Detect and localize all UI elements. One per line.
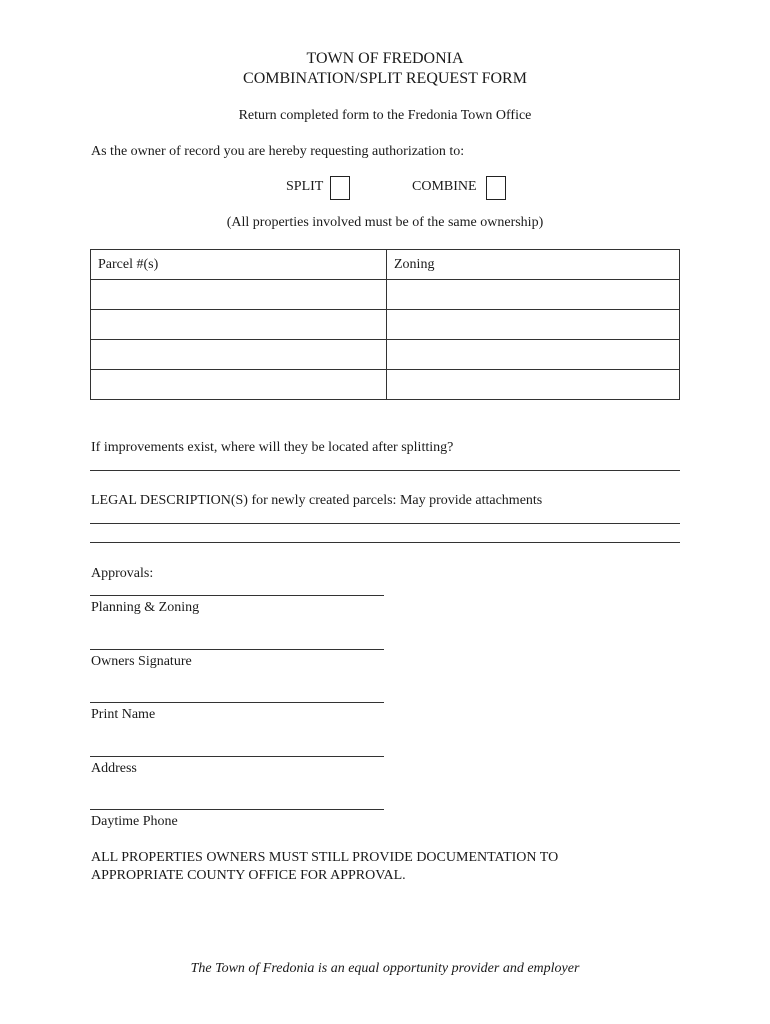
owners-signature-label: Owners Signature <box>91 654 192 669</box>
owners-signature-line[interactable] <box>90 649 384 650</box>
parcel-cell[interactable] <box>91 280 387 310</box>
notice-line2: APPROPRIATE COUNTY OFFICE FOR APPROVAL. <box>91 868 406 883</box>
planning-zoning-signature-line[interactable] <box>90 595 384 596</box>
legal-description-line-2[interactable] <box>90 542 680 543</box>
parcel-table <box>90 249 680 400</box>
zoning-cell[interactable] <box>387 340 680 370</box>
zoning-cell[interactable] <box>387 280 680 310</box>
legal-description-line-1[interactable] <box>90 523 680 524</box>
parcel-table-header-row <box>91 250 680 280</box>
table-row <box>91 280 680 310</box>
split-label: SPLIT <box>286 179 324 194</box>
form-title-line2: COMBINATION/SPLIT REQUEST FORM <box>243 70 527 87</box>
print-name-line[interactable] <box>90 702 384 703</box>
zoning-cell[interactable] <box>387 310 680 340</box>
improvements-question: If improvements exist, where will they be located after splitting? <box>91 440 454 455</box>
address-line[interactable] <box>90 756 384 757</box>
parcel-cell[interactable] <box>91 310 387 340</box>
daytime-phone-line[interactable] <box>90 809 384 810</box>
table-row <box>91 310 680 340</box>
parcel-cell[interactable] <box>91 340 387 370</box>
print-name-label: Print Name <box>91 707 156 722</box>
address-label: Address <box>91 761 137 776</box>
combine-checkbox[interactable] <box>486 176 506 200</box>
combine-label: COMBINE <box>412 179 477 194</box>
request-intro: As the owner of record you are hereby requesting authorization to: <box>91 144 465 159</box>
improvements-answer-line[interactable] <box>90 470 680 471</box>
daytime-phone-label: Daytime Phone <box>91 814 178 829</box>
table-row <box>91 370 680 400</box>
approvals-heading: Approvals: <box>91 566 154 581</box>
split-checkbox[interactable] <box>330 176 350 200</box>
form-title-line1: TOWN OF FREDONIA <box>306 50 464 67</box>
table-row <box>91 340 680 370</box>
planning-zoning-label: Planning & Zoning <box>91 600 200 615</box>
zoning-column-header: Zoning <box>387 250 680 280</box>
return-instructions: Return completed form to the Fredonia Town Office <box>238 108 532 123</box>
legal-description-label: LEGAL DESCRIPTION(S) for newly created parcels: May provide attachments <box>91 493 543 508</box>
ownership-note: (All properties involved must be of the same ownership) <box>226 215 544 230</box>
parcel-column-header: Parcel #(s) <box>91 250 387 280</box>
equal-opportunity-statement: The Town of Fredonia is an equal opportunity provider and employer <box>190 961 580 976</box>
notice-line1: ALL PROPERTIES OWNERS MUST STILL PROVIDE DOCUMENTATION TO <box>91 850 559 865</box>
parcel-cell[interactable] <box>91 370 387 400</box>
zoning-cell[interactable] <box>387 370 680 400</box>
